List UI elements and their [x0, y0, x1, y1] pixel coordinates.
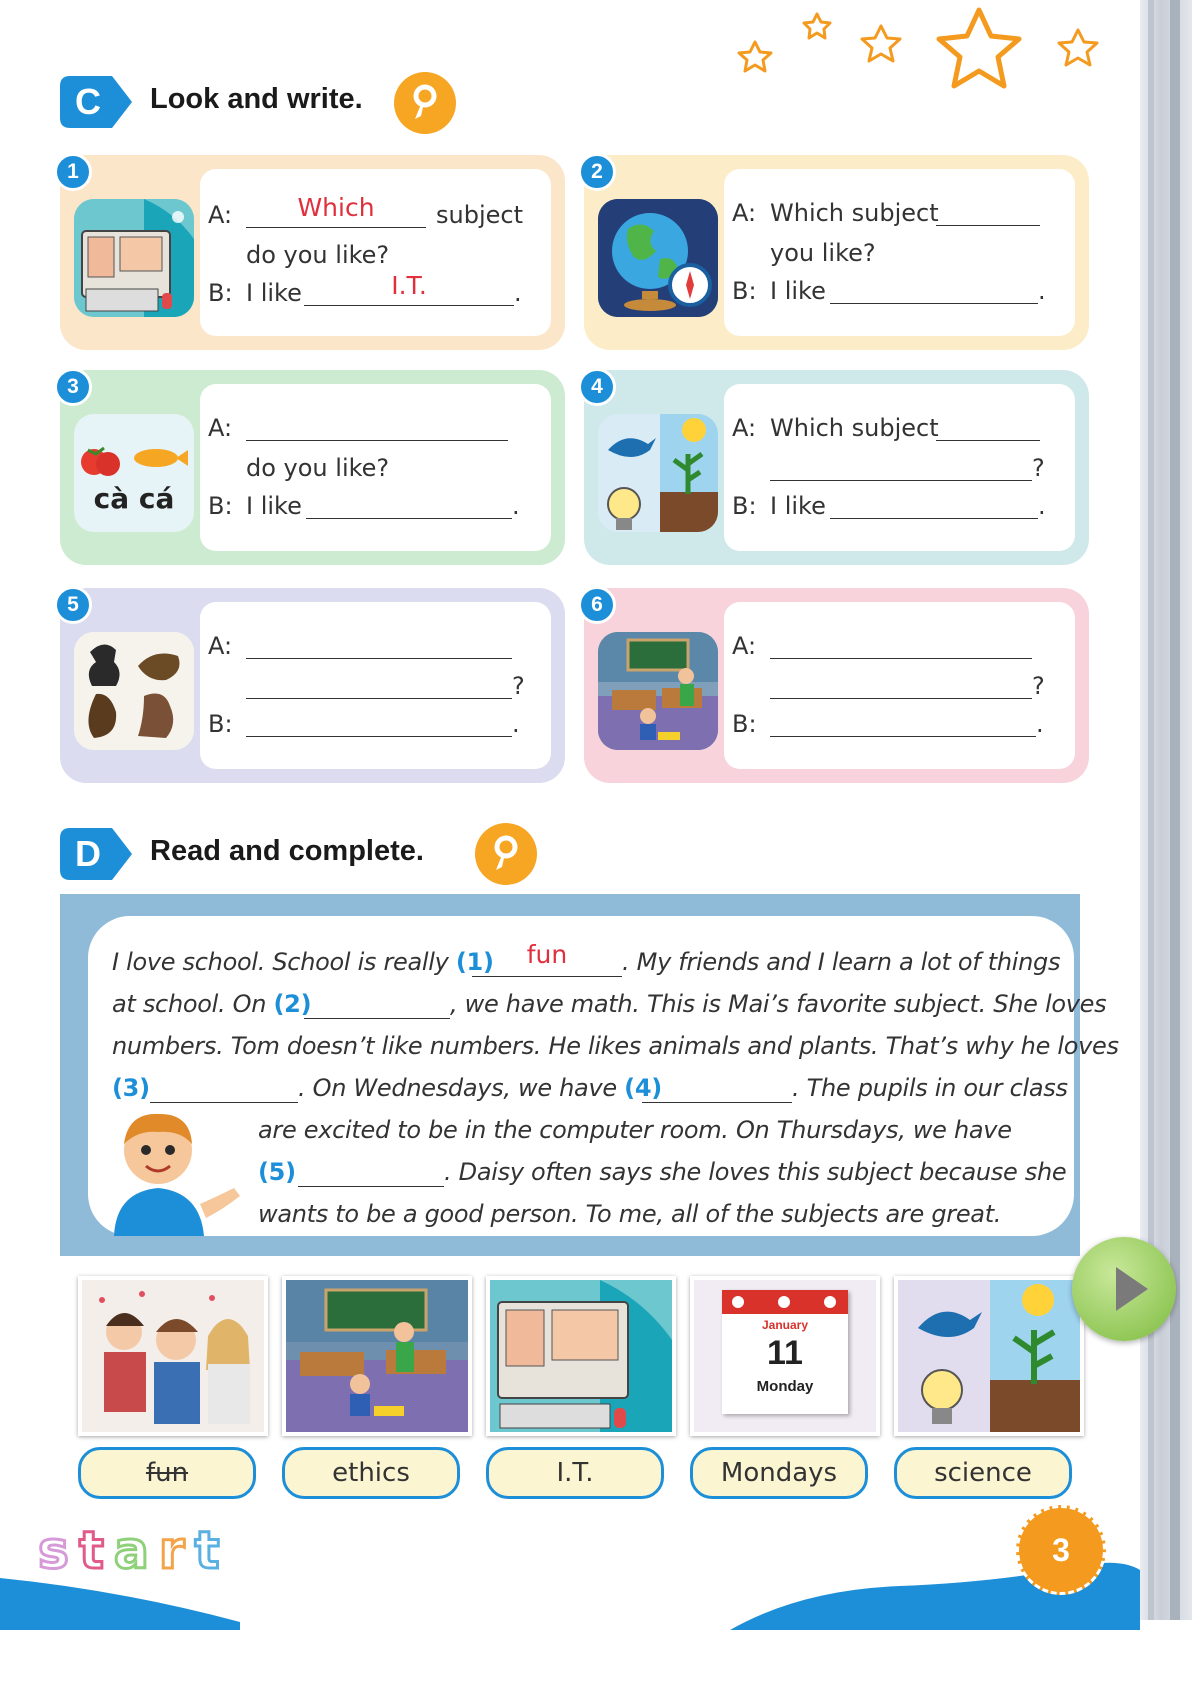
exercise-card-6: [584, 588, 1089, 783]
answer-prefix-text: I like: [770, 277, 826, 305]
section-d-header: [60, 828, 480, 880]
photo-children-fun: [78, 1276, 268, 1436]
question-text: subject: [436, 201, 523, 229]
word-bank-item: ethics: [282, 1447, 460, 1499]
brand-logo: [38, 1522, 278, 1590]
exercise-card-4: [584, 370, 1089, 565]
passage-text: (5): [258, 1158, 296, 1186]
speaker-b-label: B:: [208, 492, 233, 520]
punctuation: ?: [512, 672, 525, 700]
reading-passage: [88, 916, 1119, 1236]
exercise-text-area: [724, 384, 1075, 551]
calendar-month: January: [761, 1318, 809, 1332]
answer-text: Which: [297, 193, 375, 222]
word-bank-item: Mondays: [690, 1447, 868, 1499]
passage-text: numbers. Tom doesn’t like numbers. He likes animals and plants. That’s why he loves: [112, 1032, 1119, 1060]
exercise-card-1: [60, 155, 565, 350]
globe-compass-icon: [598, 199, 718, 317]
exercise-number: 2: [578, 153, 616, 191]
calendar-day: 11: [767, 1334, 803, 1372]
exercise-card-2: [584, 155, 1089, 350]
book-page-edge: [1140, 0, 1192, 1620]
section-d-letter: D: [75, 833, 101, 874]
reading-passage-box: [60, 894, 1119, 1256]
exercise-text-area: [200, 602, 551, 769]
photo-classroom-cleaning: [282, 1276, 472, 1436]
speaker-a-label: A:: [208, 632, 233, 660]
exercise-number: 3: [54, 368, 92, 406]
exercise-number: 6: [578, 586, 616, 624]
passage-text: I love school. School is really (1): [112, 948, 494, 976]
passage-text: . The pupils in our class: [792, 1074, 1068, 1102]
passage-text: are excited to be in the computer room. On Thursdays, we have: [258, 1116, 1012, 1144]
punctuation: .: [512, 710, 520, 738]
passage-text: . On Wednesdays, we have (4): [298, 1074, 662, 1102]
key-icon-c: [394, 72, 456, 134]
speaker-b-label: B:: [732, 710, 757, 738]
punctuation: .: [1038, 277, 1046, 305]
art-sculpture-icon: [74, 632, 194, 750]
speaker-a-label: A:: [208, 201, 233, 229]
section-d-badge-icon: [60, 828, 132, 880]
calendar-weekday: Monday: [756, 1378, 814, 1395]
punctuation: .: [1038, 492, 1046, 520]
speaker-b-label: B:: [208, 279, 233, 307]
photo-calendar: [690, 1276, 880, 1436]
answer-text: fun: [526, 940, 568, 969]
section-c-badge-icon: [60, 76, 132, 128]
computer-icon: [74, 199, 194, 317]
passage-text: wants to be a good person. To me, all of the subjects are great.: [258, 1200, 1002, 1228]
punctuation: .: [514, 279, 522, 307]
punctuation: .: [1036, 710, 1044, 738]
exercise-text-area: [200, 169, 551, 336]
speaker-b-label: B:: [732, 277, 757, 305]
exercise-number: 1: [54, 153, 92, 191]
section-c-title: Look and write.: [150, 83, 363, 115]
exercise-card-3: [60, 370, 565, 565]
key-icon-d: [475, 823, 537, 885]
section-c-letter: C: [75, 81, 101, 122]
passage-text: (3): [112, 1074, 150, 1102]
exercise-text-area: [724, 602, 1075, 769]
play-button[interactable]: [1072, 1237, 1176, 1341]
answer-prefix-text: I like: [246, 492, 302, 520]
passage-text: . My friends and I learn a lot of things: [622, 948, 1061, 976]
punctuation: ?: [1032, 454, 1045, 482]
speaker-b-label: B:: [732, 492, 757, 520]
speaker-a-label: A:: [208, 414, 233, 442]
speaker-a-label: A:: [732, 632, 757, 660]
punctuation: .: [512, 492, 520, 520]
start-logo-icon: [38, 1522, 278, 1578]
question-text: do you like?: [246, 454, 390, 482]
punctuation: ?: [1032, 672, 1045, 700]
classroom-cleaning-icon: [598, 632, 718, 750]
photo-computer: [486, 1276, 676, 1436]
answer-prefix-text: I like: [246, 279, 302, 307]
word-bank-item: fun: [78, 1447, 256, 1499]
section-d-title: Read and complete.: [150, 835, 424, 867]
question-text: Which subject: [770, 199, 939, 227]
exercise-text-area: [724, 169, 1075, 336]
question-text: do you like?: [246, 241, 390, 269]
passage-text: at school. On (2): [112, 990, 312, 1018]
brand-text: start: [38, 1522, 230, 1578]
answer-prefix-text: I like: [770, 492, 826, 520]
question-text: Which subject: [770, 414, 939, 442]
exercise-number: 4: [578, 368, 616, 406]
question-text: you like?: [770, 239, 876, 267]
photo-science: [894, 1276, 1084, 1436]
image-caption: cà cá: [93, 482, 175, 515]
word-bank-item: science: [894, 1447, 1072, 1499]
exercise-card-5: [60, 588, 565, 783]
speaker-b-label: B:: [208, 710, 233, 738]
passage-text: . Daisy often says she loves this subject because she: [444, 1158, 1067, 1186]
vietnamese-lesson-icon: [74, 414, 194, 532]
stars-decoration-icon: [735, 4, 1135, 114]
exercise-text-area: [200, 384, 551, 551]
answer-text: I.T.: [391, 271, 427, 300]
boy-illustration-icon: [94, 1100, 254, 1236]
exercise-number: 5: [54, 586, 92, 624]
speaker-a-label: A:: [732, 199, 757, 227]
calendar-icon: [722, 1290, 848, 1414]
passage-text: , we have math. This is Mai’s favorite subject. She loves: [450, 990, 1107, 1018]
page-number: 3: [1016, 1505, 1106, 1595]
speaker-a-label: A:: [732, 414, 757, 442]
word-bank-item: I.T.: [486, 1447, 664, 1499]
bird-bulb-plant-icon: [598, 414, 718, 532]
